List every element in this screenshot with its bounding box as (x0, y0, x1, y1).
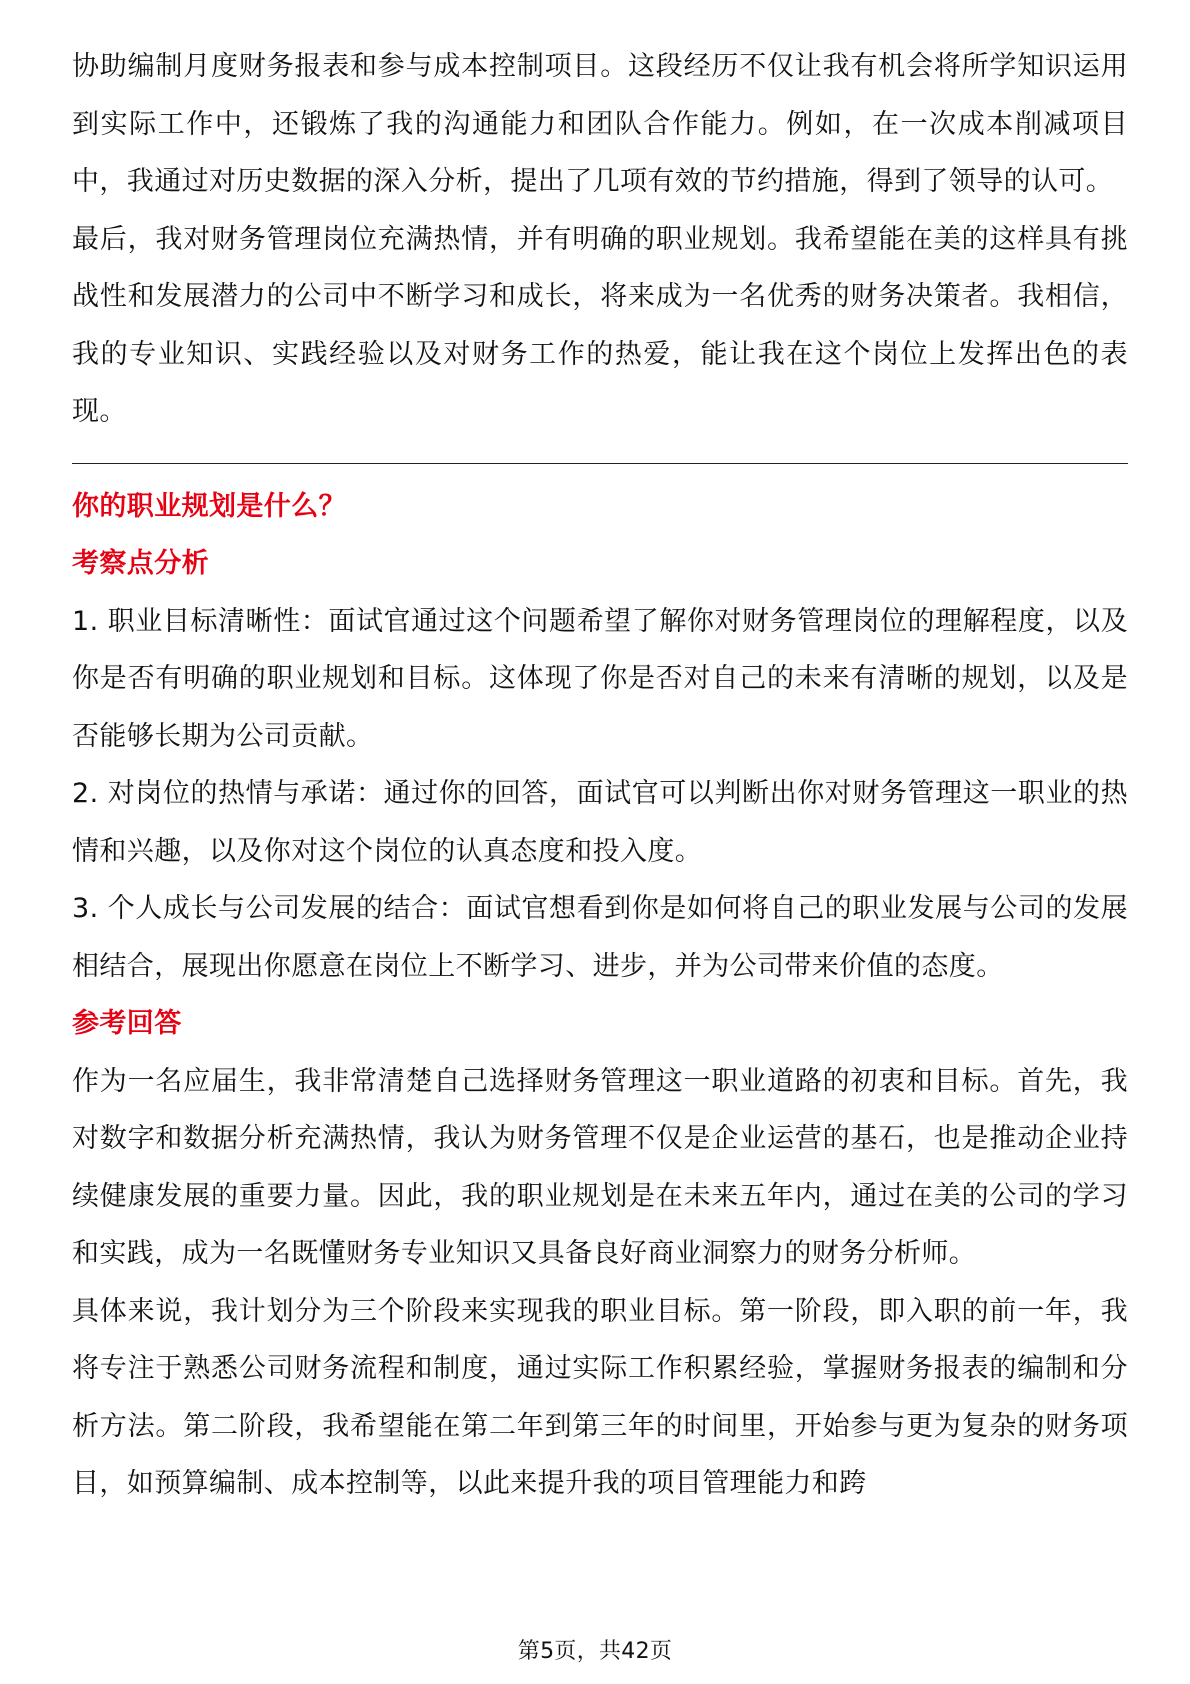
intro-paragraph-1: 协助编制月度财务报表和参与成本控制项目。这段经历不仅让我有机会将所学知识运用到实际工作中，还锻炼了我的沟通能力和团队合作能力。例如，在一次成本削减项目中，我通过对历史数据的深入分析，提出了几项有效的节约措施，得到了领导的认可。 (72, 51, 1128, 197)
document-page (72, 38, 1128, 1513)
section-divider (72, 463, 1128, 464)
answer-heading: 参考回答 (72, 1008, 182, 1039)
analysis-point-2: 2. 对岗位的热情与承诺：通过你的回答，面试官可以判断出你对财务管理这一职业的热情和兴趣，以及你对这个岗位的认真态度和投入度。 (72, 778, 1128, 867)
analysis-point-1: 1. 职业目标清晰性：面试官通过这个问题希望了解你对财务管理岗位的理解程度，以及你是否有明确的职业规划和目标。这体现了你是否对自己的未来有清晰的规划，以及是否能够长期为公司贡献。 (72, 605, 1128, 752)
page-number-footer: 第5页，共42页 (517, 1639, 673, 1664)
answer-paragraph-2: 具体来说，我计划分为三个阶段来实现我的职业目标。第一阶段，即入职的前一年，我将专注于熟悉公司财务流程和制度，通过实际工作积累经验，掌握财务报表的编制和分析方法。第二阶段，我希望能在第二年到第三年的时间里，开始参与更为复杂的财务项目，如预算编制、成本控制等，以此来提升我的项目管理能力和跨 (72, 1295, 1128, 1499)
analysis-heading: 考察点分析 (72, 548, 209, 579)
question-title: 你的职业规划是什么？ (72, 490, 346, 522)
answer-paragraph-1: 作为一名应届生，我非常清楚自己选择财务管理这一职业道路的初衷和目标。首先，我对数字和数据分析充满热情，我认为财务管理不仅是企业运营的基石，也是推动企业持续健康发展的重要力量。因此，我的职业规划是在未来五年内，通过在美的公司的学习和实践，成为一名既懂财务专业知识又具备良好商业洞察力的财务分析师。 (72, 1065, 1128, 1269)
intro-paragraph-2: 最后，我对财务管理岗位充满热情，并有明确的职业规划。我希望能在美的这样具有挑战性和发展潜力的公司中不断学习和成长，将来成为一名优秀的财务决策者。我相信，我的专业知识、实践经验以及对财务工作的热爱，能让我在这个岗位上发挥出色的表现。 (72, 223, 1128, 427)
analysis-point-3: 3. 个人成长与公司发展的结合：面试官想看到你是如何将自己的职业发展与公司的发展相结合，展现出你愿意在岗位上不断学习、进步，并为公司带来价值的态度。 (72, 893, 1128, 982)
